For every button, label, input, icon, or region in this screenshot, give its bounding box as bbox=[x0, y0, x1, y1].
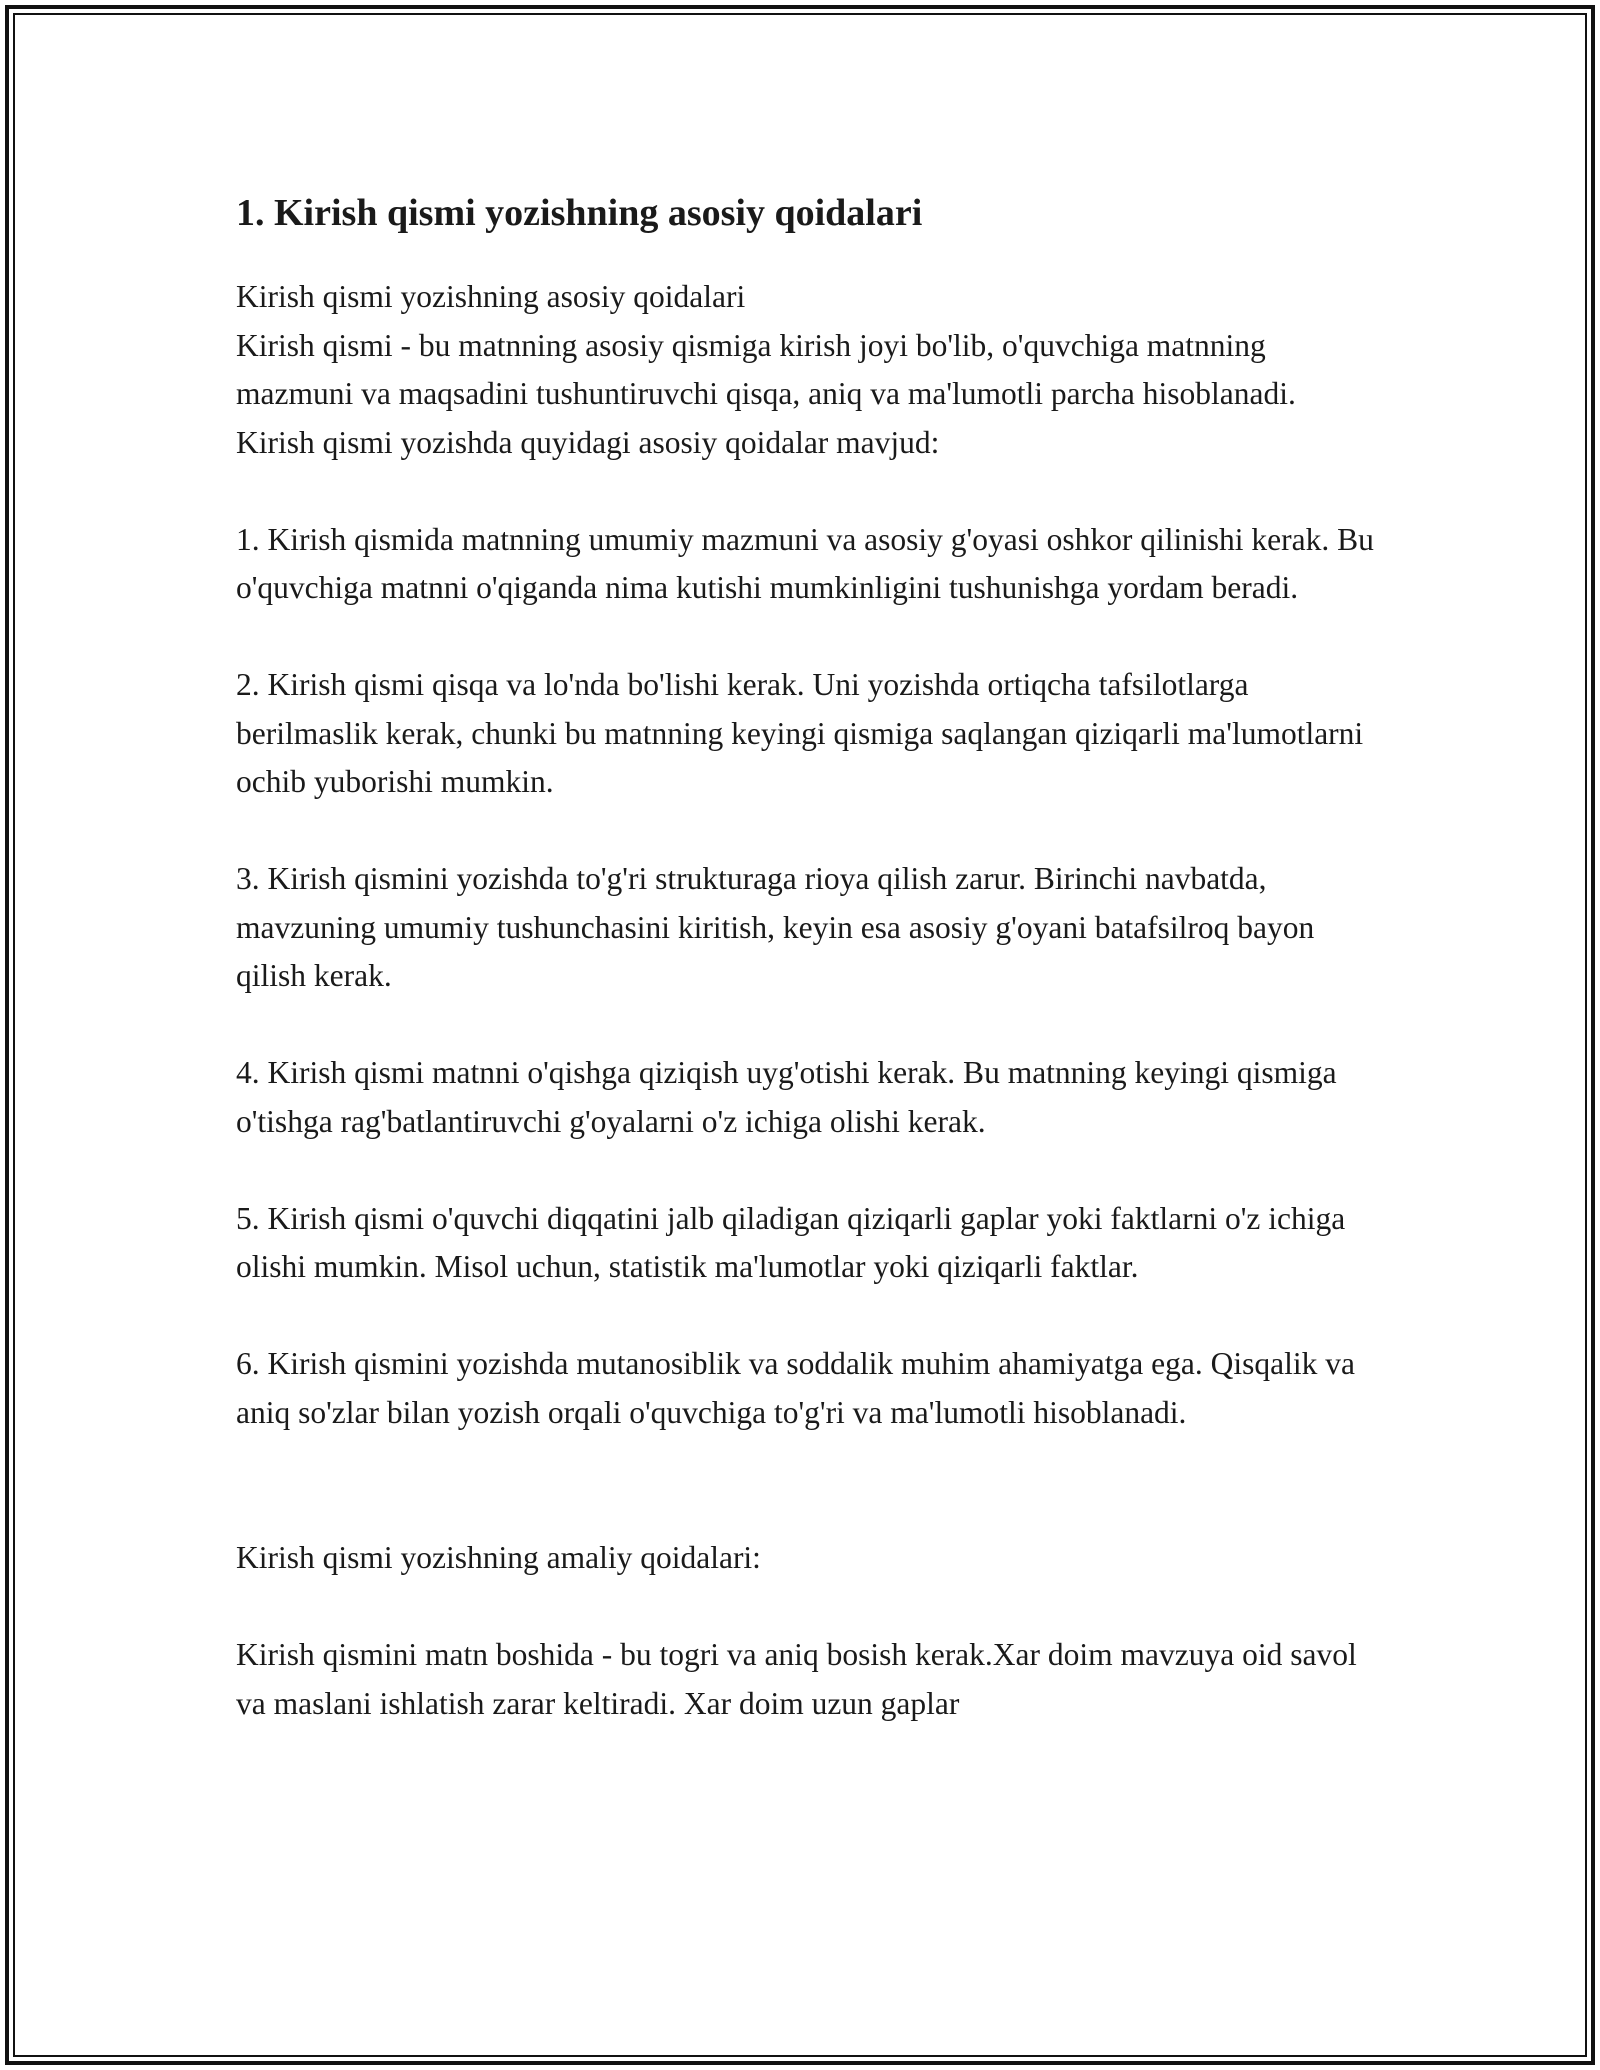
paragraph-gap bbox=[236, 1146, 1376, 1195]
rule-item: 1. Kirish qismida matnning umumiy mazmuni va asosiy g'oyasi oshkor qilinishi kerak. Bu o'quvchiga matnni o'qiganda nima kutishi mumkinligini tushunishga yordam beradi. bbox=[236, 521, 1374, 605]
paragraph-gap bbox=[236, 807, 1376, 856]
paragraph-gap bbox=[236, 1583, 1376, 1632]
paragraph-gap bbox=[236, 613, 1376, 662]
rule-item: 4. Kirish qismi matnni o'qishga qiziqish uyg'otishi kerak. Bu matnning keyingi qismiga o'tishga rag'batlantiruvchi g'oyalarni o'z ichiga olishi kerak. bbox=[236, 1055, 1337, 1139]
section-gap bbox=[236, 1437, 1376, 1534]
rule-item: 3. Kirish qismini yozishda to'g'ri strukturaga rioya qilish zarur. Birinchi navbatda, mavzuning umumiy tushunchasini kiritish, keyin esa asosiy g'oyani batafsilroq bayon qilish kerak. bbox=[236, 861, 1315, 993]
page-title: 1. Kirish qismi yozishning asosiy qoidalari bbox=[236, 192, 923, 234]
practical-text: Kirish qismini matn boshida - bu togri va aniq bosish kerak.Xar doim mavzuya oid savol va maslani ishlatish zarar keltiradi. Xar doim uzun gaplar bbox=[236, 1637, 1357, 1721]
intro-text: Kirish qismi - bu matnning asosiy qismiga kirish joyi bo'lib, o'quvchiga matnning mazmuni va maqsadini tushuntiruvchi qisqa, aniq va ma'lumotli parcha hisoblanadi. Kirish qismi yozishda quyidagi asosiy qoidalar mavjud: bbox=[236, 327, 1296, 460]
rule-item: 5. Kirish qismi o'quvchi diqqatini jalb qiladigan qiziqarli gaplar yoki faktlarni o'z ichiga olishi mumkin. Misol uchun, statistik ma'lumotlar yoki qiziqarli faktlar. bbox=[236, 1200, 1346, 1284]
document-page bbox=[236, 183, 1376, 1728]
intro-subtitle: Kirish qismi yozishning asosiy qoidalari bbox=[236, 279, 746, 314]
rule-item: 6. Kirish qismini yozishda mutanosiblik va soddalik muhim ahamiyatga ega. Qisqalik va aniq so'zlar bilan yozish orqali o'quvchiga to'g'ri va ma'lumotli hisoblanadi. bbox=[236, 1346, 1355, 1430]
practical-heading: Kirish qismi yozishning amaliy qoidalari: bbox=[236, 1540, 761, 1575]
paragraph-gap bbox=[236, 467, 1376, 516]
paragraph-gap bbox=[236, 1001, 1376, 1050]
paragraph-gap bbox=[236, 1292, 1376, 1341]
rule-item: 2. Kirish qismi qisqa va lo'nda bo'lishi kerak. Uni yozishda ortiqcha tafsilotlarga berilmaslik kerak, chunki bu matnning keyingi qismiga saqlangan qiziqarli ma'lumotlarni ochib yuborishi mumkin. bbox=[236, 667, 1364, 799]
